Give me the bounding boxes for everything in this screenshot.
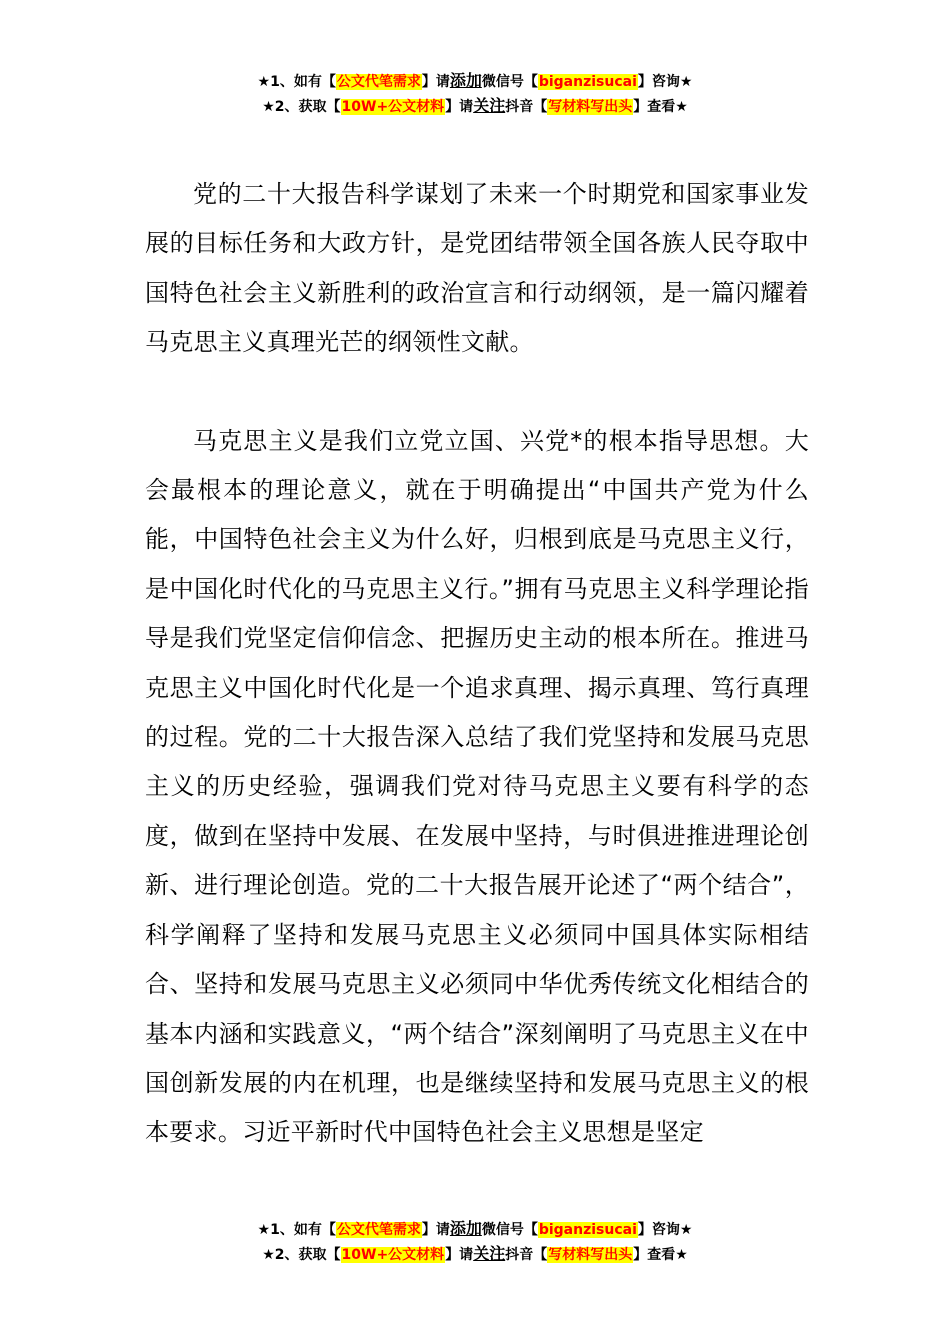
banner-line-1	[0, 69, 950, 94]
banner-line-2-middle-b: 抖音【	[505, 1247, 548, 1263]
banner-line-2-middle: 】请	[445, 1247, 474, 1263]
banner-line-2-suffix: 】查看★	[633, 99, 688, 115]
banner-top	[0, 69, 950, 119]
banner-line-1-middle: 】请	[421, 1222, 450, 1238]
banner-line-1-emphasis: 添加	[449, 71, 482, 90]
banner-line-1-highlight-wechat: biganzisucai	[538, 1222, 637, 1238]
banner-line-2-middle: 】请	[445, 99, 474, 115]
banner-line-1-suffix: 】咨询★	[637, 74, 693, 90]
banner-line-1-emphasis: 添加	[449, 1219, 482, 1238]
banner-line-2-highlight-douyin: 写材料写出头	[548, 99, 633, 115]
banner-line-1-prefix: ★1、如有【	[257, 74, 336, 90]
banner-bottom	[0, 1217, 950, 1267]
banner-line-1-highlight-service: 公文代笔需求	[336, 1222, 421, 1238]
banner-line-1-suffix: 】咨询★	[637, 1222, 693, 1238]
paragraph-2: 马克思主义是我们立党立国、兴党*的根本指导思想。大会最根本的理论意义，就在于明确提出“中国共产党为什么能，中国特色社会主义为什么好，归根到底是马克思主义行，是中国化时代化的马克思主义行。”拥有马克思主义科学理论指导是我们党坚定信仰信念、把握历史主动的根本所在。推进马克思主义中国化时代化是一个追求真理、揭示真理、笃行真理的过程。党的二十大报告深入总结了我们党坚持和发展马克思主义的历史经验，强调我们党对待马克思主义要有科学的态度，做到在坚持中发展、在发展中坚持，与时俱进推进理论创新、进行理论创造。党的二十大报告展开论述了“两个结合”，科学阐释了坚持和发展马克思主义必须同中国具体实际相结合、坚持和发展马克思主义必须同中华优秀传统文化相结合的基本内涵和实践意义，“两个结合”深刻阐明了马克思主义在中国创新发展的内在机理，也是继续坚持和发展马克思主义的根本要求。习近平新时代中国特色社会主义思想是坚定	[145, 426, 809, 1147]
banner-line-2-emphasis: 关注	[473, 96, 506, 115]
banner-line-2-emphasis: 关注	[473, 1244, 506, 1263]
paragraph-1: 党的二十大报告科学谋划了未来一个时期党和国家事业发展的目标任务和大政方针，是党团结带领全国各族人民夺取中国特色社会主义新胜利的政治宣言和行动纲领，是一篇闪耀着马克思主义真理光芒的纲领性文献。	[145, 180, 809, 357]
banner-line-1	[0, 1217, 950, 1242]
banner-line-2	[0, 1242, 950, 1267]
banner-line-1-middle-b: 微信号【	[481, 1222, 538, 1238]
banner-line-2-prefix: ★2、获取【	[262, 1247, 341, 1263]
banner-line-1-middle-b: 微信号【	[481, 74, 538, 90]
banner-line-1-highlight-wechat: biganzisucai	[538, 74, 637, 90]
banner-line-1-prefix: ★1、如有【	[257, 1222, 336, 1238]
banner-line-2-highlight-materials: 10W+公文材料	[341, 99, 445, 115]
banner-line-2-highlight-douyin: 写材料写出头	[548, 1247, 633, 1263]
banner-line-2-suffix: 】查看★	[633, 1247, 688, 1263]
banner-line-2-middle-b: 抖音【	[505, 99, 548, 115]
banner-line-2-highlight-materials: 10W+公文材料	[341, 1247, 445, 1263]
banner-line-2-prefix: ★2、获取【	[262, 99, 341, 115]
banner-line-1-middle: 】请	[421, 74, 450, 90]
document-body	[145, 170, 809, 1158]
banner-line-2	[0, 94, 950, 119]
banner-line-1-highlight-service: 公文代笔需求	[336, 74, 421, 90]
